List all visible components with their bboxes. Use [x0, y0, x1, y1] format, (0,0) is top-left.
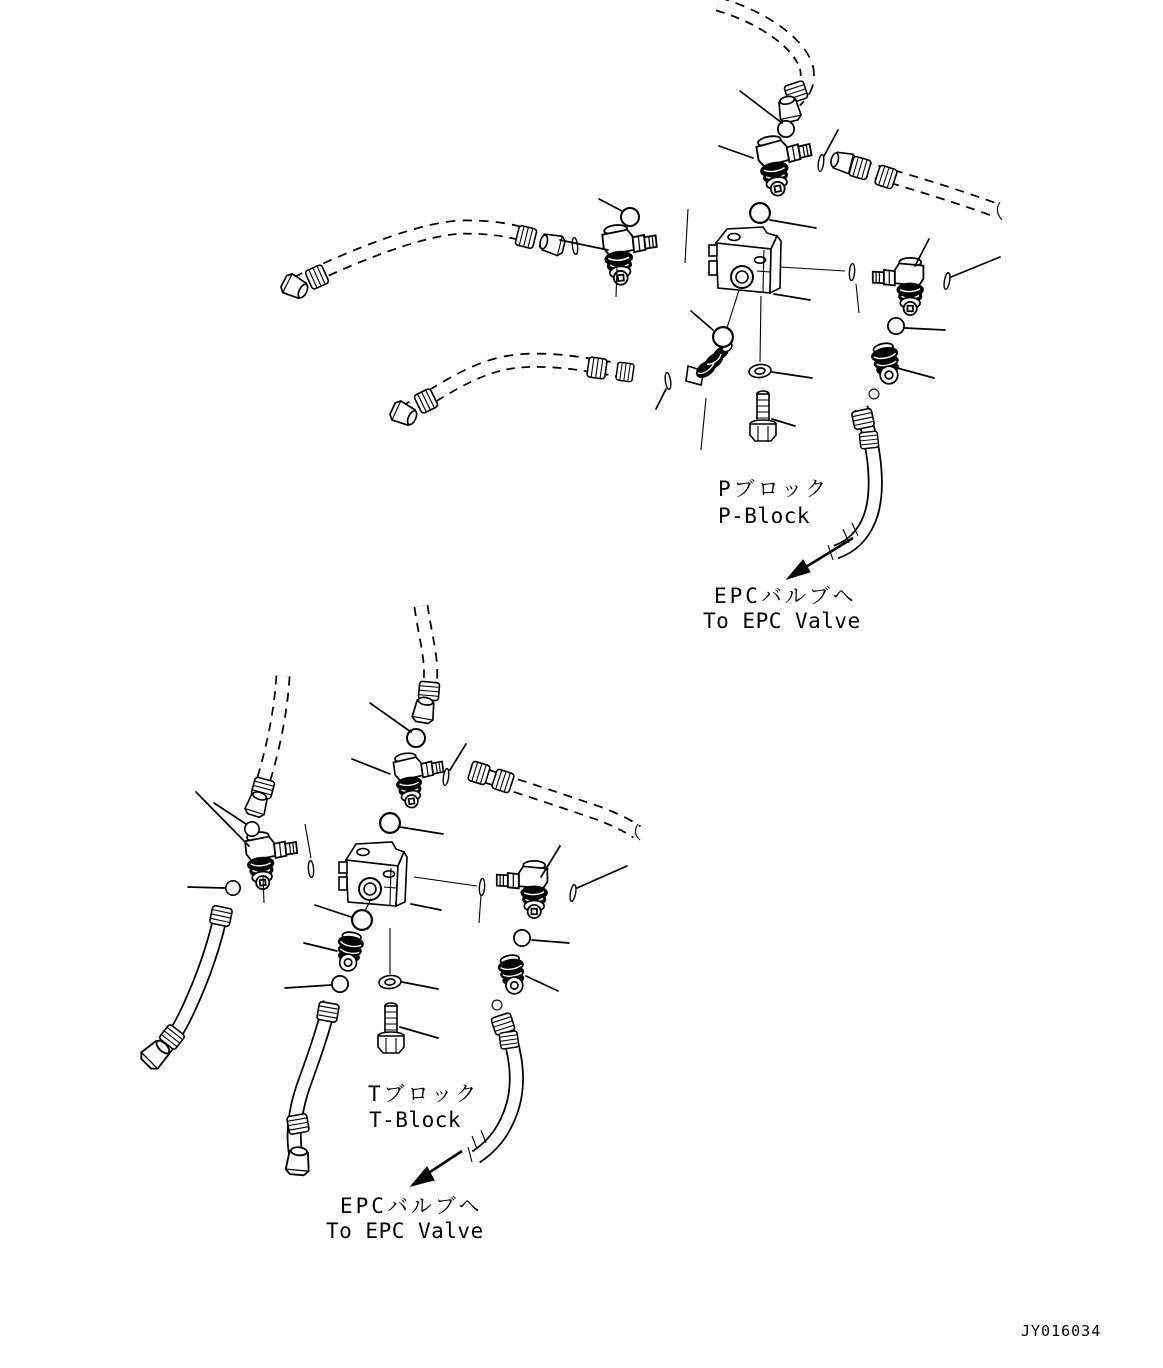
o-ring	[888, 318, 904, 334]
hex-bolt	[750, 391, 776, 441]
backup-seal	[943, 272, 951, 290]
p-block-label-en: P-Block	[718, 504, 811, 528]
o-ring	[514, 930, 530, 946]
washer	[748, 363, 771, 378]
hose-p-to-epc-valve	[828, 408, 879, 560]
drawing-number: JY016034	[1021, 1322, 1102, 1340]
p-block-assembly	[279, 4, 1002, 633]
tee-fitting	[497, 861, 548, 918]
backup-seal	[479, 878, 485, 895]
tee-fitting	[873, 258, 924, 315]
hose-ferrule	[317, 1001, 340, 1022]
o-ring-small	[869, 389, 879, 399]
tee-fitting	[601, 221, 660, 286]
o-ring	[332, 976, 348, 992]
plug-fitting	[869, 341, 903, 386]
t-block-label-jp: Tブロック	[368, 1082, 480, 1106]
plug-fitting	[334, 931, 364, 973]
hose-break-line	[997, 202, 1002, 220]
t-block-assembly	[138, 606, 640, 1243]
o-ring	[750, 203, 770, 223]
hose-t-top-left	[244, 676, 283, 819]
hose-p-left-upper	[279, 225, 566, 302]
hose-ferrule	[209, 905, 232, 927]
hose-ferrule	[287, 1113, 310, 1134]
tee-fitting	[392, 748, 447, 809]
washer	[378, 974, 401, 989]
t-block-label-en: T-Block	[369, 1108, 462, 1132]
hose-ferrule	[499, 1031, 519, 1050]
p-epc-arrow	[787, 538, 853, 579]
p-block-label-jp: Pブロック	[718, 477, 830, 501]
o-ring-small	[492, 1000, 502, 1010]
hose-t-top-right	[411, 606, 439, 724]
hose-ferrule	[859, 431, 879, 449]
hose-t-bottom-left	[285, 1001, 339, 1175]
backup-seal	[849, 263, 855, 280]
hose-ferrule	[515, 225, 537, 249]
o-ring	[226, 881, 240, 895]
hex-bolt	[378, 1003, 404, 1053]
hose-p-top	[718, 4, 808, 124]
p-block-body	[709, 227, 781, 293]
o-ring	[352, 910, 372, 930]
backup-seal	[664, 372, 672, 390]
plug-fitting	[497, 953, 529, 996]
backup-seal	[572, 237, 579, 254]
o-ring	[778, 121, 794, 137]
hose-t-right	[467, 761, 640, 840]
backup-seal	[569, 884, 577, 902]
tee-fitting	[755, 130, 817, 198]
o-ring	[713, 327, 733, 347]
hose-ferrule	[616, 362, 635, 382]
p-epc-label-jp: EPCバルブへ	[714, 584, 857, 608]
backup-seal	[308, 860, 314, 877]
o-ring	[380, 813, 400, 833]
tee-fitting	[244, 828, 300, 890]
o-ring	[621, 208, 639, 226]
backup-seal	[817, 154, 825, 172]
o-ring	[245, 822, 259, 836]
p-epc-label-en: To EPC Valve	[703, 609, 861, 633]
hose-nut	[411, 696, 436, 724]
hose-ferrule	[851, 408, 874, 430]
t-epc-label-en: To EPC Valve	[326, 1219, 484, 1243]
hose-p-left-lower	[388, 357, 634, 429]
hose-t-left-mid	[138, 905, 233, 1072]
hose-p-right	[829, 149, 1002, 220]
t-epc-label-jp: EPCバルブへ	[340, 1194, 483, 1218]
hose-ferrule	[587, 357, 608, 379]
hose-nut	[285, 1146, 310, 1175]
t-epc-arrow	[411, 1151, 462, 1186]
t-block-body	[339, 842, 407, 906]
